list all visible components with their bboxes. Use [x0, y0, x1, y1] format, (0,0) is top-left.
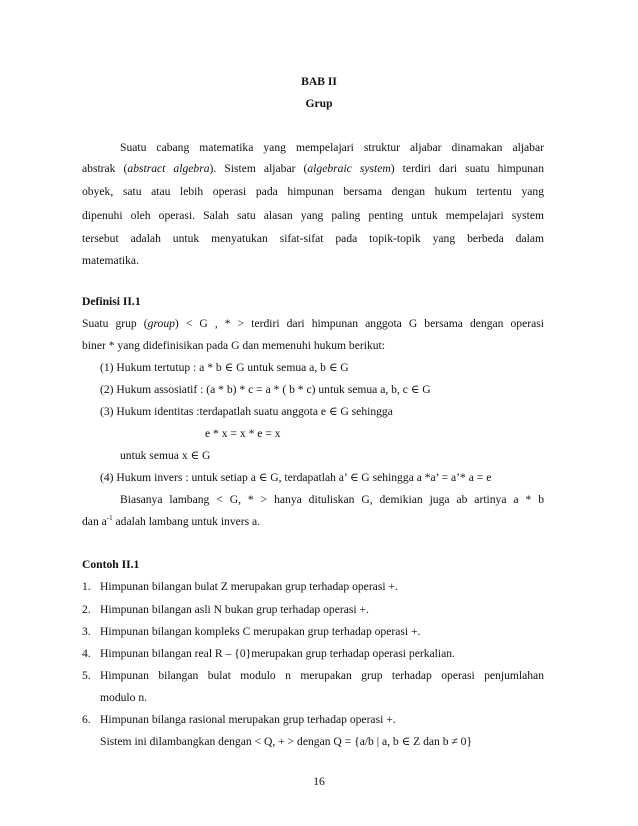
list-item-text: Himpunan bilangan asli N bukan grup terhadap operasi +.	[100, 603, 369, 616]
identity-equation: e * x = x * e = x	[205, 427, 281, 440]
intro-line-6: matematika.	[82, 254, 139, 267]
notation-note-line-2: dan $a^{-1}$ adalah lambang untuk invers a.	[82, 514, 261, 528]
list-item: 6.	[82, 713, 91, 726]
notation-note-line-1: Biasanya lambang < G, * > hanya dituliskan G, demikian juga ab artinya a * b	[120, 493, 544, 506]
intro-line-4: dipenuhi oleh operasi. Salah satu alasan yang paling penting untuk mempelajari system	[82, 209, 544, 222]
list-item: 3.	[82, 625, 91, 638]
law-closure: (1) Hukum tertutup : a * b ∈ G untuk semua a, b ∈ G	[100, 361, 349, 374]
definition-line-1: Suatu grup (group) < G , * > terdiri dari himpunan anggota G bersama dengan operasi	[82, 317, 544, 330]
intro-line-2: abstrak (abstract algebra). Sistem aljabar (algebraic system) terdiri dari suatu himpunan	[82, 162, 544, 175]
list-item: 2.	[82, 603, 91, 616]
list-item-text: Himpunan bilanga rasional merupakan grup terhadap operasi +.	[100, 713, 396, 726]
list-item: 1.	[82, 580, 91, 593]
chapter-title: Grup	[305, 97, 333, 110]
definition-heading: Definisi II.1	[82, 295, 141, 308]
list-item-text: Himpunan bilangan kompleks C merupakan grup terhadap operasi +.	[100, 625, 421, 638]
law-identity-cont: untuk semua x ∈ G	[120, 449, 211, 462]
intro-line-3: obyek, satu atau lebih operasi pada himpunan bersama dengan hukum tertentu yang	[82, 185, 544, 198]
intro-line-1: Suatu cabang matematika yang mempelajari struktur aljabar dinamakan aljabar	[120, 141, 544, 154]
law-identity: (3) Hukum identitas :terdapatlah suatu anggota e ∈ G sehingga	[100, 405, 393, 418]
list-item-continuation: Sistem ini dilambangkan dengan < Q, + > dengan Q = {a/b | a, b ∈ Z dan b ≠ 0}	[100, 735, 473, 748]
list-item: 4.	[82, 647, 91, 660]
definition-line-2: biner * yang didefinisikan pada G dan memenuhi hukum berikut:	[82, 339, 385, 352]
list-item-text: Himpunan bilangan bulat modulo n merupakan grup terhadap operasi penjumlahan	[100, 669, 544, 682]
page-number: 16	[313, 775, 325, 788]
list-item-continuation: modulo n.	[100, 691, 148, 704]
law-associative: (2) Hukum assosiatif : (a * b) * c = a * ( b * c) untuk semua a, b, c ∈ G	[100, 383, 431, 396]
example-heading: Contoh II.1	[82, 558, 140, 571]
intro-line-5: tersebut adalah untuk menyatukan sifat-sifat pada topik-topik yang berbeda dalam	[82, 232, 544, 245]
chapter-label: BAB II	[301, 75, 337, 88]
law-inverse: (4) Hukum invers : untuk setiap a ∈ G, terdapatlah a’ ∈ G sehingga a *a’ = a’* a = e	[100, 471, 492, 484]
list-item: 5.	[82, 669, 91, 682]
list-item-text: Himpunan bilangan bulat Z merupakan grup terhadap operasi +.	[100, 580, 398, 593]
list-item-text: Himpunan bilangan real R – {0}merupakan grup terhadap operasi perkalian.	[100, 647, 455, 660]
